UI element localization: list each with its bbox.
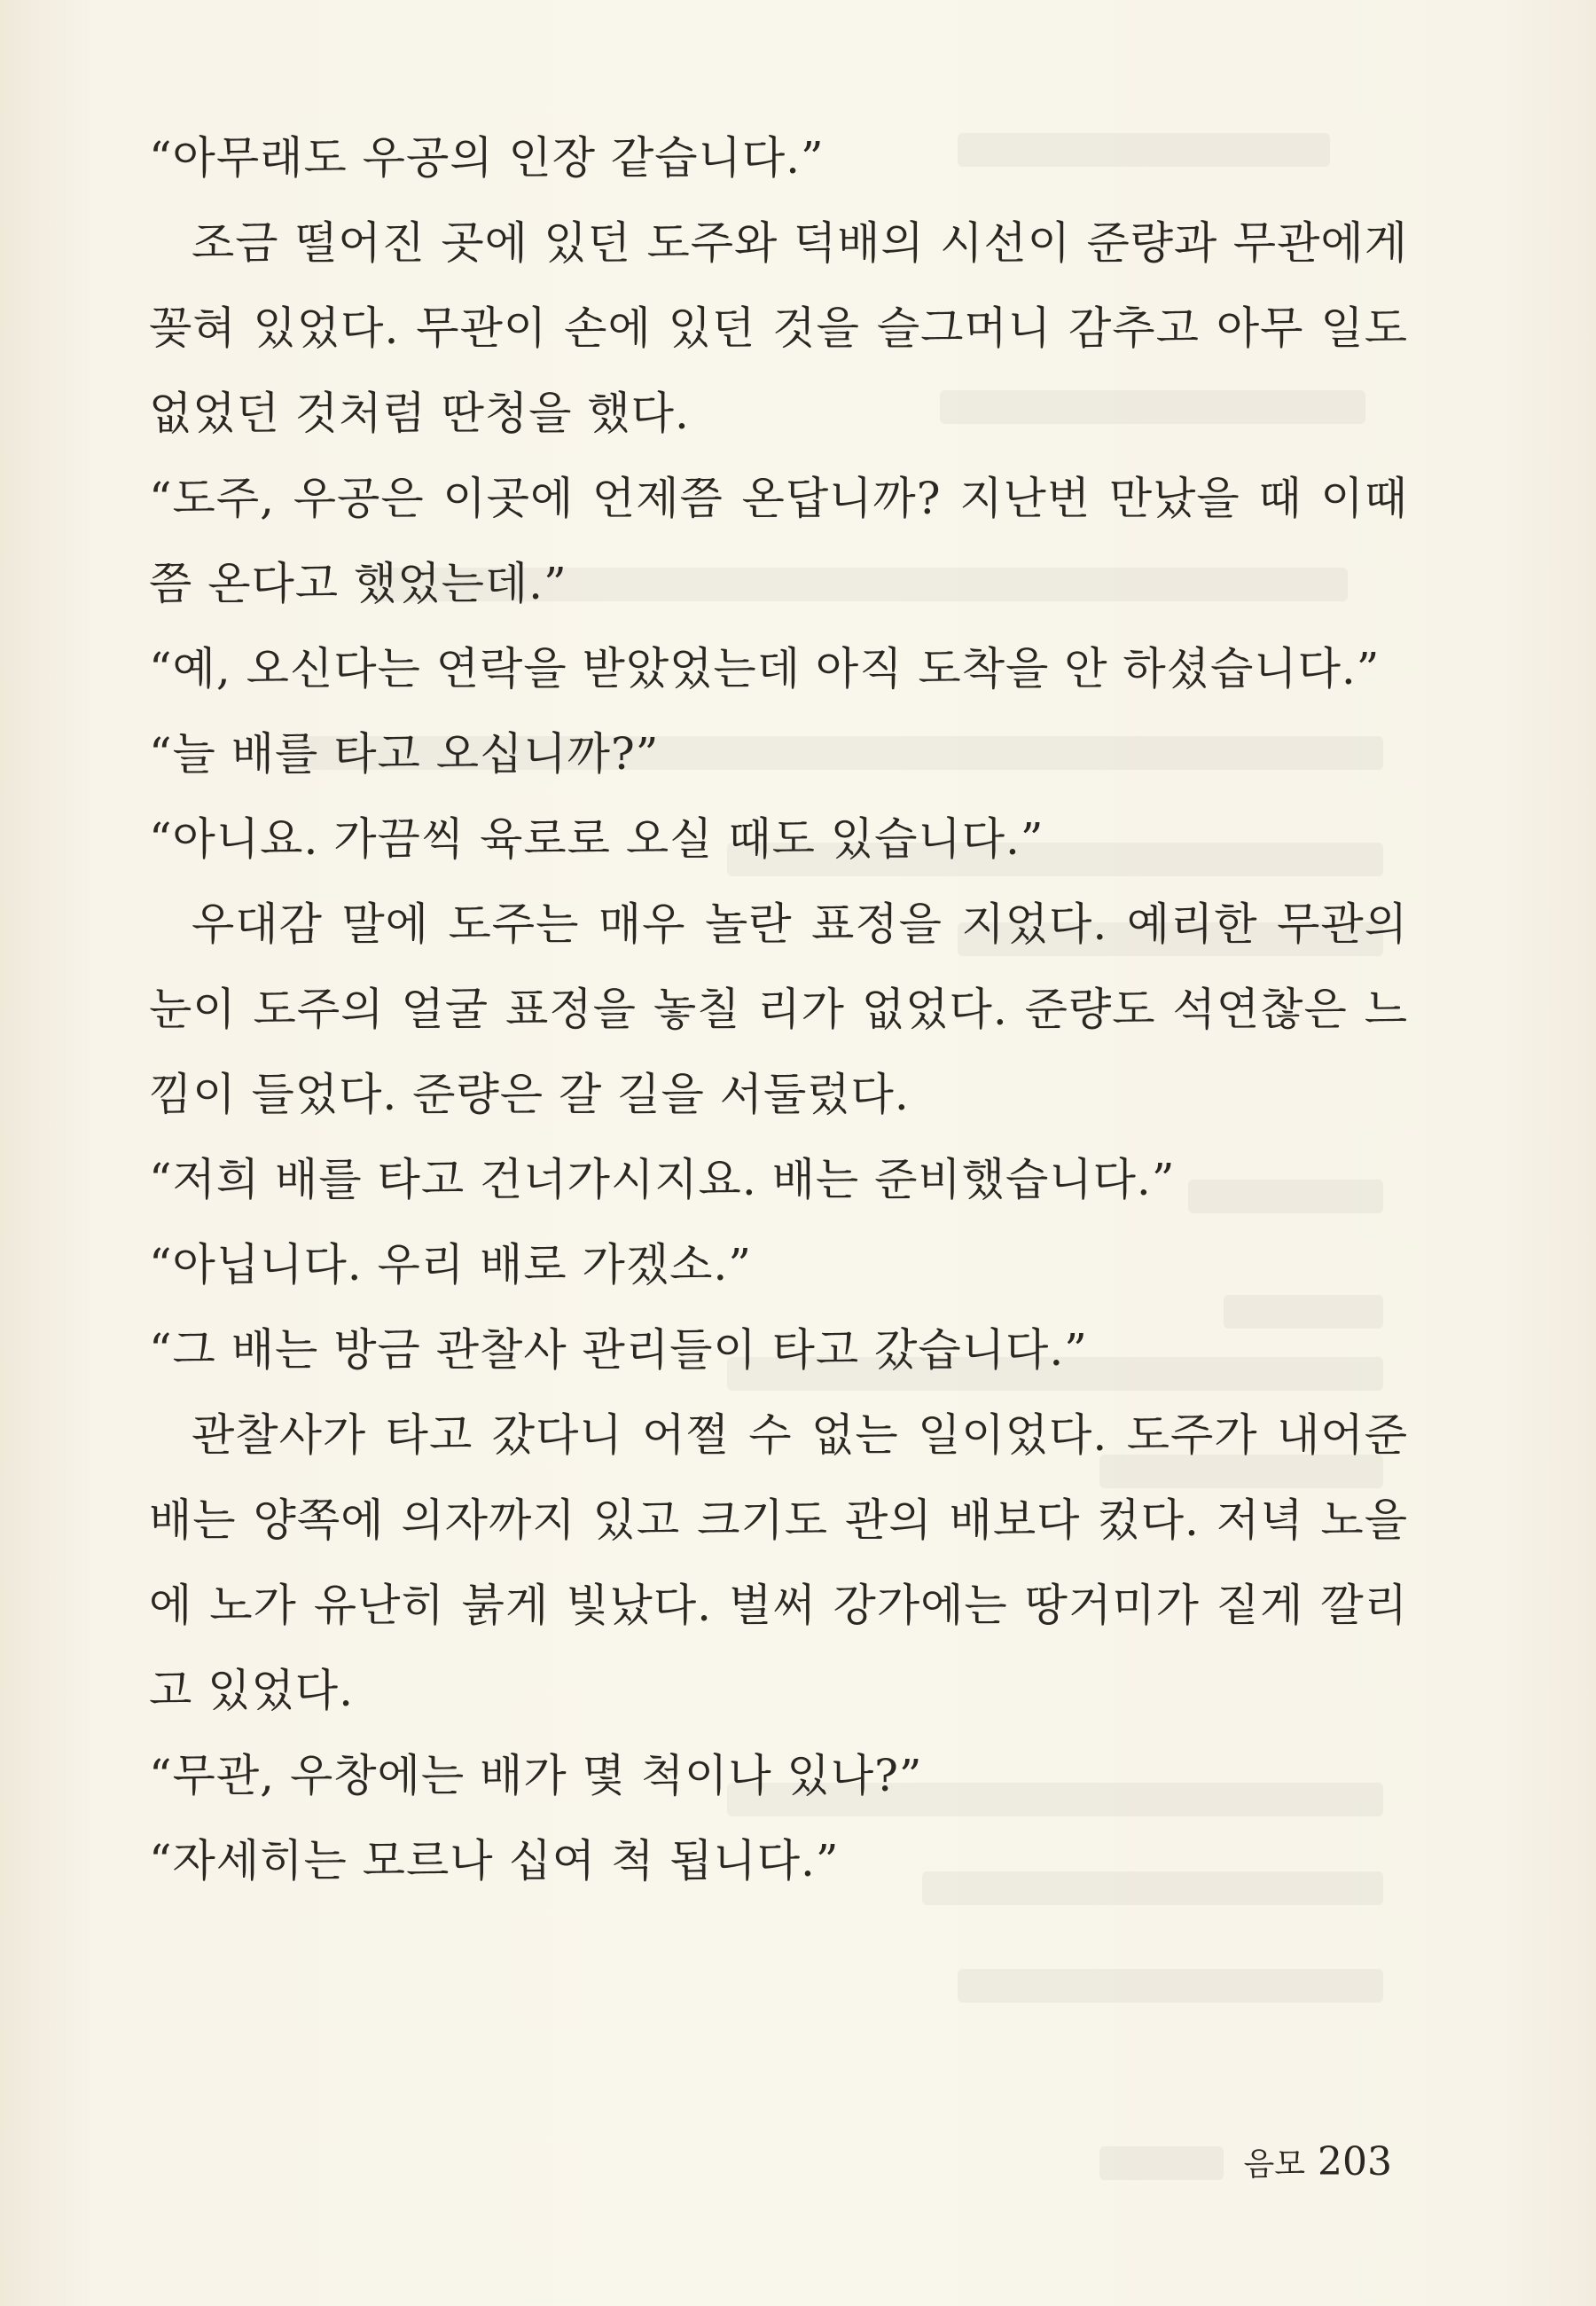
- paragraph-dialogue: “자세히는 모르나 십여 척 됩니다.”: [149, 1835, 840, 1886]
- paragraph-dialogue: “아니요. 가끔씩 육로로 오실 때도 있습니다.”: [149, 813, 1044, 865]
- paragraph-dialogue: “저희 배를 타고 건너가시지요. 배는 준비했습니다.”: [149, 1154, 1176, 1205]
- paragraph-narration: 조금 떨어진 곳에 있던 도주와 덕배의 시선이 준량과 무관에게 꽂혀 있었다. 무관이 손에 있던 것을 슬그머니 감추고 아무 일도 없었던 것처럼 딴청을 했다.: [149, 217, 1408, 439]
- paragraph-dialogue: “그 배는 방금 관찰사 관리들이 타고 갔습니다.”: [149, 1324, 1088, 1376]
- paragraph-dialogue: “아무래도 우공의 인장 같습니다.”: [149, 132, 825, 184]
- paragraph-narration: 관찰사가 타고 갔다니 어쩔 수 없는 일이었다. 도주가 내어준 배는 양쪽에 의자까지 있고 크기도 관의 배보다 컸다. 저녁 노을에 노가 유난히 붉게 빛났다. 벌써 강가에는 땅거미가 짙게 깔리고 있었다.: [149, 1409, 1408, 1716]
- paragraph-dialogue: “예, 오신다는 연락을 받았었는데 아직 도착을 안 하셨습니다.”: [149, 643, 1381, 694]
- body-text: [149, 115, 1408, 1903]
- page-footer: [1243, 2139, 1392, 2184]
- paragraph-dialogue: “무관, 우창에는 배가 몇 척이나 있나?”: [149, 1750, 923, 1801]
- paragraph-dialogue: “늘 배를 타고 오십니까?”: [149, 728, 660, 780]
- running-section-title: 음모: [1243, 2146, 1306, 2183]
- paragraph-dialogue: “도주, 우공은 이곳에 언제쯤 온답니까? 지난번 만났을 때 이때쯤 온다고 했었는데.”: [149, 473, 1408, 609]
- paragraph-narration: 우대감 말에 도주는 매우 놀란 표정을 지었다. 예리한 무관의 눈이 도주의 얼굴 표정을 놓칠 리가 없었다. 준량도 석연찮은 느낌이 들었다. 준량은 갈 길을 서둘렀다.: [149, 898, 1408, 1120]
- page-number: 203: [1318, 2139, 1392, 2184]
- paragraph-dialogue: “아닙니다. 우리 배로 가겠소.”: [149, 1239, 752, 1290]
